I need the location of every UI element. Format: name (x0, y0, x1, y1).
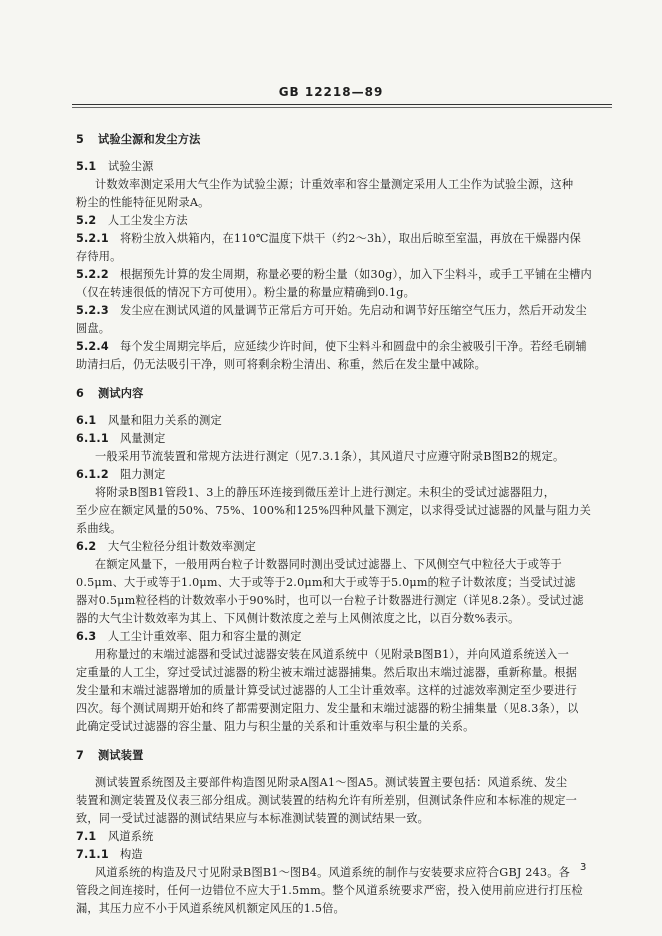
text-line (95, 648, 569, 662)
clause-line (76, 540, 256, 554)
line-text: 风量测定 (120, 432, 166, 445)
clause-number: 5 (76, 133, 84, 146)
line-text: 发尘应在测试风道的风量调节正常后方可开始。先启动和调节好压缩空气压力，然后开动发尘 (120, 304, 587, 317)
page-header: GB 12218—89 (278, 85, 384, 99)
text-line (95, 450, 564, 464)
line-text: 测试装置系统图及主要部件构造图见附录A图A1～图A5。测试装置主要包括：风道系统、发尘 (95, 776, 568, 789)
line-text: 测试装置 (98, 748, 144, 762)
clause-number: 5.2.3 (76, 304, 109, 317)
page-number: 3 (580, 862, 587, 873)
section-heading (76, 132, 201, 147)
text-line (76, 286, 415, 300)
line-text: 器的大气尘计数效率为其上、下风侧计数浓度之差与上风侧浓度之比，以百分数%表示。 (76, 612, 520, 625)
text-line (76, 504, 591, 518)
clause-line (76, 214, 188, 228)
text-line (76, 812, 429, 826)
clause-number: 7.1.1 (76, 848, 109, 861)
line-text: 人工尘计重效率、阻力和容尘量的测定 (108, 630, 302, 643)
clause-line (76, 340, 587, 354)
text-line (95, 776, 567, 790)
clause-number: 7 (76, 749, 84, 762)
text-line (76, 358, 486, 372)
line-text: 风道系统的构造及尺寸见附录B图B1～图B4。风道系统的制作与安装要求应符合GBJ 243。各 (95, 866, 571, 879)
clause-line (76, 414, 222, 428)
line-text: 大气尘粒径分组计数效率测定 (108, 540, 257, 553)
line-text: 定重量的人工尘，穿过受试过滤器的粉尘被末端过滤器捕集。然后取出末端过滤器，重新称量。根据 (76, 666, 578, 679)
line-text: 根据预先计算的发尘周期，称量必要的粉尘量（如30g），加入下尘料斗，或手工平铺在尘槽内 (120, 268, 592, 281)
line-text: 测试内容 (98, 386, 144, 400)
text-line (76, 250, 122, 264)
text-line (76, 322, 110, 336)
header-rule (72, 104, 612, 105)
line-text: 试验尘源和发尘方法 (98, 132, 201, 146)
line-text: 粉尘的性能特征见附录A。 (76, 196, 210, 209)
line-text: 装置和测定装置及仪表三部分组成。测试装置的结构允许有所差别，但测试条件应和本标准的规定一 (76, 794, 578, 807)
clause-line (76, 432, 166, 446)
text-line (76, 594, 584, 608)
line-text: 用称量过的末端过滤器和受试过滤器安装在风道系统中（见附录B图B1），并向风道系统送入一 (95, 648, 570, 661)
section-heading (76, 748, 144, 763)
clause-line (76, 630, 302, 644)
text-line (76, 666, 577, 680)
text-line (76, 522, 122, 536)
line-text: 存待用。 (76, 250, 122, 263)
line-text: 人工尘发尘方法 (108, 214, 188, 227)
text-line (76, 902, 345, 916)
clause-number: 5.1 (76, 160, 97, 173)
line-text: 致，同一受试过滤器的测试结果应与本标准测试装置的测试结果一致。 (76, 812, 430, 825)
line-text: 0.5μm、大于或等于1.0μm、大于或等于2.0μm和大于或等于5.0μm的粒子计数浓度；当受试过滤 (76, 576, 576, 589)
clause-line (76, 232, 581, 246)
line-text: 阻力测定 (120, 468, 166, 481)
clause-number: 6.1.2 (76, 468, 109, 481)
text-line (76, 196, 210, 210)
line-text: 一般采用节流装置和常规方法进行测定（见7.3.1条），其风道尺寸应遵守附录B图B2的规定。 (95, 450, 565, 463)
text-line (76, 884, 583, 898)
line-text: 试验尘源 (108, 160, 154, 173)
line-text: 每个发尘周期完毕后，应延续少许时间，使下尘料斗和圆盘中的余尘被吸引干净。若经毛刷辅 (120, 340, 587, 353)
clause-number: 6 (76, 387, 84, 400)
clause-number: 5.2.2 (76, 268, 109, 281)
clause-number: 6.1.1 (76, 432, 109, 445)
clause-line (76, 268, 592, 282)
clause-number: 6.1 (76, 414, 97, 427)
header-rule-thin (72, 107, 612, 108)
line-text: 在额定风量下，一般用两台粒子计数器同时测出受试过滤器上、下风侧空气中粒径大于或等于 (95, 558, 562, 571)
clause-line (76, 830, 154, 844)
text-line (76, 702, 578, 716)
clause-number: 7.1 (76, 830, 97, 843)
line-text: 助清扫后，仍无法吸引干净，则可将剩余粉尘清出、称重，然后在发尘量中减除。 (76, 358, 486, 371)
clause-number: 5.2.1 (76, 232, 109, 245)
line-text: （仅在转速很低的情况下方可使用）。粉尘量的称量应精确到0.1g。 (76, 286, 416, 299)
text-line (95, 558, 562, 572)
text-line (76, 794, 577, 808)
line-text: 漏，其压力应不小于风道系统风机额定风压的1.5倍。 (76, 902, 345, 915)
line-text: 将附录B图B1管段1、3上的静压环连接到微压差计上进行测定。未积尘的受试过滤器阻力， (95, 486, 556, 499)
clause-number: 5.2.4 (76, 340, 109, 353)
clause-line (76, 848, 143, 862)
line-text: 此确定受试过滤器的容尘量、阻力与积尘量的关系和计重效率与积尘量的关系。 (76, 720, 475, 733)
section-heading (76, 386, 144, 401)
text-line (76, 720, 475, 734)
text-line (95, 486, 555, 500)
line-text: 构造 (120, 848, 143, 861)
text-line (76, 612, 520, 626)
clause-number: 6.2 (76, 540, 97, 553)
text-line (76, 684, 577, 698)
text-line (76, 576, 576, 590)
clause-line (76, 160, 154, 174)
clause-number: 5.2 (76, 214, 97, 227)
text-line (95, 178, 573, 192)
line-text: 发尘量和末端过滤器增加的质量计算受试过滤器的人工尘计重效率。这样的过滤效率测定至少要进行 (76, 684, 578, 697)
line-text: 将粉尘放入烘箱内，在110℃温度下烘干（约2～3h），取出后晾至室温，再放在干燥器内保 (120, 232, 582, 245)
line-text: 风道系统 (108, 830, 154, 843)
line-text: 风量和阻力关系的测定 (108, 414, 222, 427)
line-text: 四次。每个测试周期开始和终了都需要测定阻力、发尘量和末端过滤器的粉尘捕集量（见8.3条），以 (76, 702, 579, 715)
clause-number: 6.3 (76, 630, 97, 643)
text-line (95, 866, 570, 880)
line-text: 系曲线。 (76, 522, 122, 535)
line-text: 圆盘。 (76, 322, 111, 335)
clause-line (76, 468, 166, 482)
line-text: 管段之间连接时，任何一边错位不应大于1.5mm。整个风道系统要求严密，投入使用前应进行打压检 (76, 884, 583, 897)
line-text: 至少应在额定风量的50%、75%、100%和125%四种风量下测定，以求得受试过滤器的风量与阻力关 (76, 504, 592, 517)
clause-line (76, 304, 587, 318)
line-text: 计数效率测定采用大气尘作为试验尘源；计重效率和容尘量测定采用人工尘作为试验尘源，这种 (95, 178, 574, 191)
line-text: 器对0.5μm粒径档的计数效率小于90%时，也可以一台粒子计数器进行测定（详见8.2条）。受试过滤 (76, 594, 584, 607)
